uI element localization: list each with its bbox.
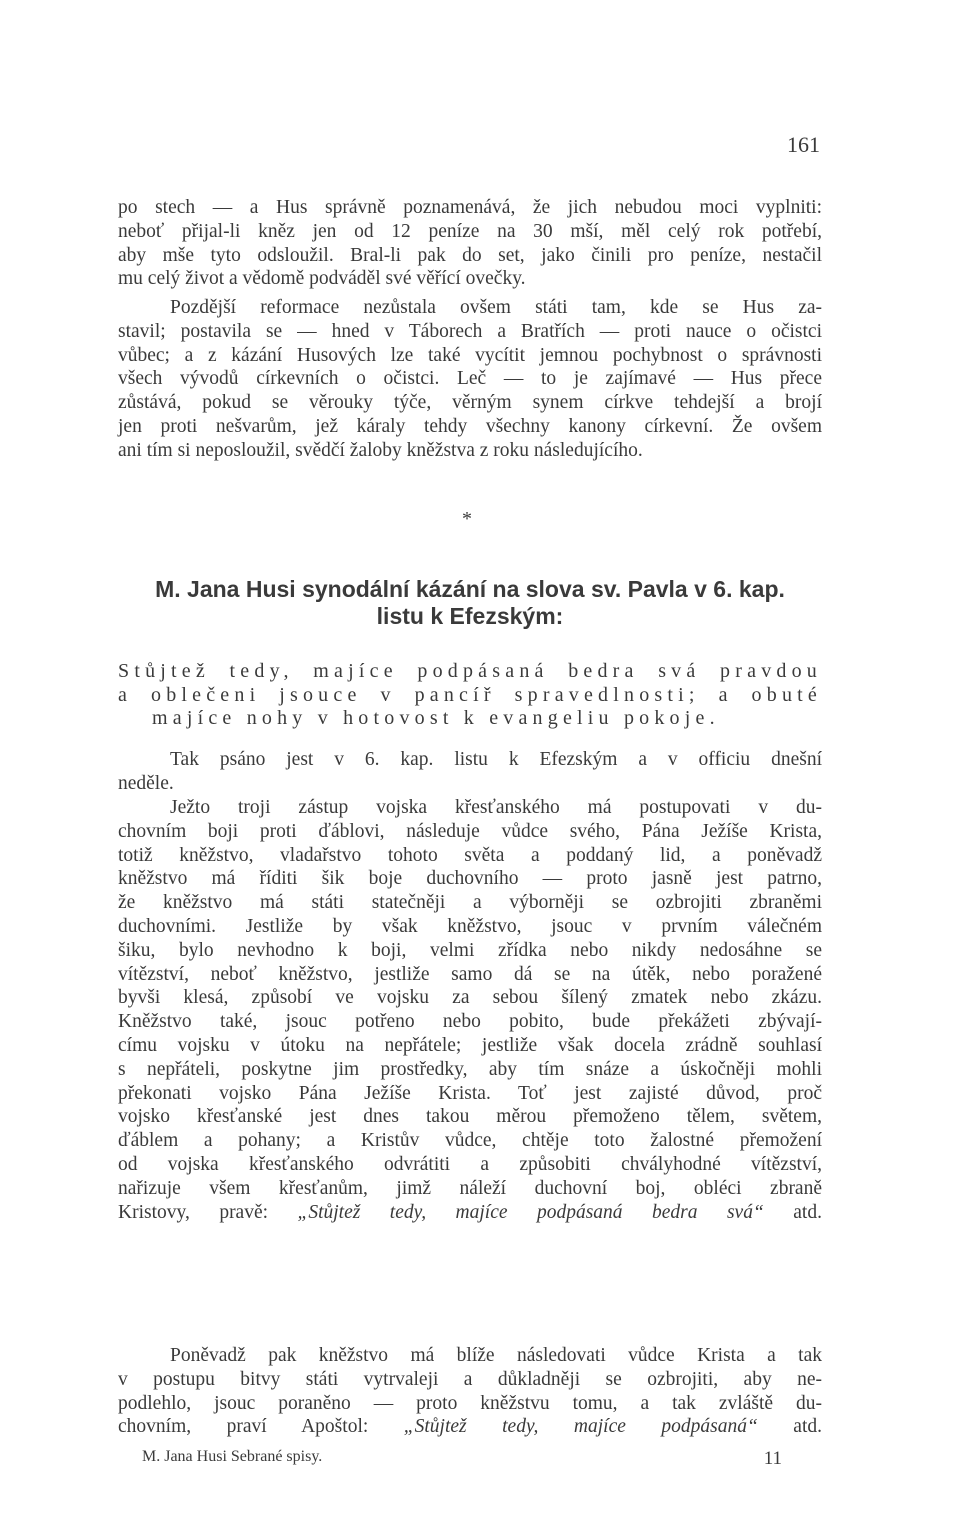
motto-line: a oblečeni jsouce v pancíř spravedlnosti; a obuté	[118, 683, 822, 706]
text-line: Pozdější reformace nezůstala ovšem státi tam, kde se Hus za-	[170, 297, 822, 318]
clergy-text	[118, 796, 822, 1224]
text-line: chovním boji proti ďáblovi, následuje vůdce svého, Pána Ježíše Krista,	[118, 820, 822, 842]
text-run: atd.	[757, 1416, 823, 1438]
text-line: jen proti nešvarům, jež káraly tehdy všechny kanony církevní. Že ovšem	[118, 415, 822, 437]
section-separator: *	[462, 508, 472, 530]
motto-line: Stůjtež tedy, majíce podpásaná bedra svá pravdou	[118, 660, 822, 682]
text-line: neděle.	[118, 772, 174, 794]
text-line	[118, 1201, 822, 1225]
reformation-paragraph	[118, 296, 822, 463]
text-line: totiž kněžstvo, vladařstvo tohoto světa a poddaný lid, a poněvadž	[118, 844, 822, 866]
page-footer	[142, 1448, 782, 1470]
text-line: neboť přijal-li kněz jen od 12 peníze na 30 mší, měl celý rok potřebí,	[118, 220, 822, 242]
apostle-paragraph	[118, 1344, 822, 1439]
text-line: Kněžstvo také, jsouc potřeno nebo pobito, bude překážeti zbývají-	[118, 1011, 822, 1033]
text-line: překonati vojsko Pána Ježíše Krista. Toť jest zajisté důvod, proč	[118, 1082, 822, 1104]
text-line: zůstává, pokud se věrouky týče, věrným synem církve tehdejší a brojí	[118, 392, 822, 414]
text-line: od vojska křesťanského odvrátiti a způsobiti chvályhodné vítězství,	[118, 1153, 822, 1175]
source-paragraph	[118, 748, 822, 796]
source-text	[118, 748, 822, 796]
text-line: v postupu bitvy státi vytrvaleji a důkladněji se ozbrojiti, aby ne-	[118, 1368, 822, 1390]
text-line: kněžstvo má říditi šik boje duchovního — proto jasně jest patrno,	[118, 868, 822, 890]
motto-line: majíce nohy v hotovost k evangeliu pokoje.	[152, 707, 720, 729]
clergy-paragraph	[118, 796, 822, 1224]
text-line: vůbec; a z kázání Husových lze také vycítit jemnou pochybnost o správnosti	[118, 344, 822, 366]
text-line: šiku, bylo nevhodno k boji, velmi zřídka nebo nikdy nedosáhne se	[118, 939, 822, 961]
text-line: s nepřáteli, poskytne jim prostředky, aby tím snáze a úskočněji mohli	[118, 1058, 822, 1080]
heading-line: listu k Efezským:	[376, 603, 564, 629]
text-line: ani tím si neposloužil, svědčí žaloby kněžstva z roku následujícího.	[118, 439, 643, 461]
text-line: všech vývodů církevních o očistci. Leč — to je zajímavé — Hus přece	[118, 368, 822, 390]
text-line: že kněžstvo má státi statečněji a výborněji se ozbrojiti zbraněmi	[118, 892, 822, 914]
text-line: nařizuje všem křesťanům, jimž náleží duchovní boj, obléci zbraně	[118, 1177, 822, 1199]
reformation-text	[118, 296, 822, 463]
intro-paragraph	[118, 196, 822, 291]
text-line: Poněvadž pak kněžstvo má blíže následovati vůdce Krista a tak	[170, 1345, 822, 1366]
sermon-heading	[118, 576, 822, 630]
intro-text	[118, 196, 822, 291]
footer-title: M. Jana Husi Sebrané spisy.	[142, 1448, 323, 1465]
page-number: 161	[787, 132, 820, 157]
text-line: mu celý život a vědomě podváděl své věřící ovečky.	[118, 268, 526, 290]
text-line: vítězství, neboť kněžstvo, jestliže samo dá se na útěk, nebo poražené	[118, 963, 822, 985]
apostle-text	[118, 1344, 822, 1439]
text-line: byvši klesá, způsobí ve vojsku za sebou šílený zmatek nebo zkázu.	[118, 987, 822, 1009]
text-line: duchovními. Jestliže by však kněžstvo, jsouc v prvním válečném	[118, 915, 822, 937]
signature-mark: 11	[763, 1448, 782, 1469]
heading-line: M. Jana Husi synodální kázání na slova sv. Pavla v 6. kap.	[155, 576, 785, 602]
text-run: atd.	[763, 1201, 822, 1223]
quotation: „Stůjtež tedy, majíce podpásaná bedra svá“	[297, 1201, 764, 1223]
scripture-motto	[118, 660, 822, 731]
text-run: Kristovy, pravě:	[118, 1201, 298, 1223]
text-line: Ježto troji zástup vojska křesťanského má postupovati v du-	[170, 797, 822, 818]
text-line: ďáblem a pohany; a Kristův vůdce, chtěje toto žalostné přemožení	[118, 1130, 822, 1152]
text-line: Tak psáno jest v 6. kap. listu k Efezským a v officiu dnešní	[170, 749, 822, 770]
text-line: podlehlo, jsouc poraněno — proto kněžstvu tomu, a tak zvláště du-	[118, 1392, 822, 1414]
text-line: stavil; postavila se — hned v Táborech a Bratřích — proti nauce o očistci	[118, 320, 822, 342]
text-line: aby mše tyto odsloužil. Bral-li pak do set, jako činili pro peníze, nestačil	[118, 244, 822, 266]
text-line	[118, 1415, 822, 1439]
text-line: címu vojsku v útoku na nepřátele; jestliže však docela zrádně souhlasí	[118, 1034, 822, 1056]
text-line: po stech — a Hus správně poznamenává, že jich nebudou moci vyplniti:	[118, 197, 822, 218]
text-run: chovním, praví Apoštol:	[118, 1416, 404, 1438]
text-line: vojsko křesťanské jest dnes takou měrou přemoženo tělem, světem,	[118, 1106, 822, 1128]
quotation: „Stůjtež tedy, majíce podpásaná“	[403, 1416, 758, 1438]
